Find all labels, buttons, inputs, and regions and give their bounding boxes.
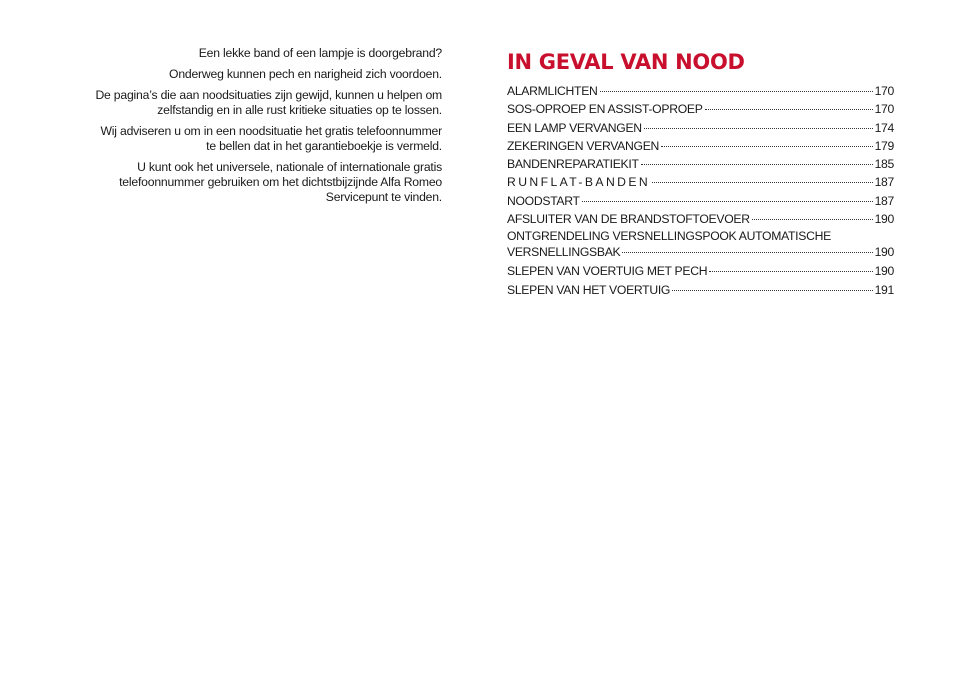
toc-item-zekeringen-vervangen[interactable] [507,137,894,155]
dot-leader [709,271,872,272]
toc-item-line2 [507,244,894,262]
toc-item-page: 187 [874,175,894,190]
toc-item-page: 187 [874,193,894,208]
toc-item-lamp-vervangen[interactable] [507,119,894,137]
toc-item-page: 190 [874,264,894,279]
dot-leader [652,182,872,183]
table-of-contents [507,50,894,299]
dot-leader [752,219,873,220]
intro-paragraph: Wij adviseren u om in een noodsituatie het gratis telefoonnummer te bellen dat in het garantieboekje is vermeld. [100,124,442,153]
dot-leader [672,290,872,291]
dot-leader [622,252,872,253]
toc-item-afsluiter-brandstoftoevoer[interactable] [507,210,894,228]
intro-text [90,46,442,211]
chapter-title: IN GEVAL VAN NOOD [507,50,745,74]
intro-paragraph: Onderweg kunnen pech en narigheid zich voordoen. [169,67,442,81]
toc-item-page: 170 [874,84,894,98]
dot-leader [644,128,873,129]
toc-item-label: ALARMLICHTEN [507,84,598,98]
dot-leader [661,146,873,147]
toc-item-label-line2: VERSNELLINGSBAK [507,245,621,260]
toc-item-page: 190 [874,245,894,260]
toc-item-label: AFSLUITER VAN DE BRANDSTOFTOEVOER [507,212,750,227]
toc-item-page: 170 [874,102,894,117]
toc-item-label-line1: ONTGRENDELING VERSNELLINGSPOOK AUTOMATISCHE [507,229,831,244]
toc-list [507,82,894,299]
toc-item-page: 185 [874,157,894,172]
toc-item-page: 190 [874,212,894,227]
intro-paragraph: Een lekke band of een lampje is doorgebrand? [198,46,442,60]
dot-leader [582,201,873,202]
toc-item-noodstart[interactable] [507,192,894,210]
toc-item-label: SLEPEN VAN VOERTUIG MET PECH [507,264,708,279]
toc-item-label: NOODSTART [507,193,580,208]
toc-item-label: SOS-OPROEP EN ASSIST-OPROEP [507,102,703,117]
toc-item-label: ZEKERINGEN VERVANGEN [507,138,660,153]
toc-item-page: 179 [874,138,894,153]
toc-item-label: SLEPEN VAN HET VOERTUIG [507,282,671,297]
toc-item-alarmlichten[interactable] [507,82,894,100]
toc-item-ontgrendeling-versnellingspook[interactable] [507,228,894,262]
toc-item-page: 174 [874,120,894,135]
toc-item-label: BANDENREPARATIEKIT [507,157,639,172]
toc-item-label: RUNFLAT-BANDEN [507,175,651,190]
toc-item-page: 191 [874,282,894,297]
toc-item-slepen-voertuig-pech[interactable] [507,262,894,280]
toc-item-label: EEN LAMP VERVANGEN [507,120,642,135]
toc-item-bandenreparatiekit[interactable] [507,155,894,173]
dot-leader [600,91,873,92]
toc-item-slepen-voertuig[interactable] [507,281,894,299]
intro-paragraph: U kunt ook het universele, nationale of internationale gratis telefoonnummer gebruiken om het dichtstbijzijnde Alfa Romeo Servicepunt te vinden. [119,160,442,204]
toc-item-sos-oproep[interactable] [507,100,894,118]
dot-leader [705,109,873,110]
dot-leader [641,164,873,165]
intro-paragraph: De pagina’s die aan noodsituaties zijn gewijd, kunnen u helpen om zelfstandig en in alle rust kritieke situaties op te lossen. [95,88,442,117]
toc-item-runflat-banden[interactable] [507,173,894,191]
